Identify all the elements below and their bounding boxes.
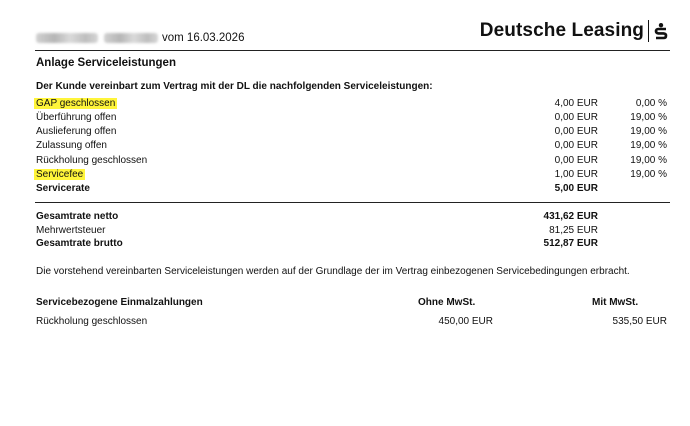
service-label: Zulassung offen [36,140,107,151]
service-row [0,168,690,182]
total-label: Gesamtrate netto [36,211,119,222]
total-label: Gesamtrate brutto [36,238,123,249]
service-amount: 0,00 EUR [554,140,598,151]
service-row [0,154,690,168]
service-row [0,111,690,125]
total-row [0,210,690,224]
service-amount: 0,00 EUR [554,112,598,123]
totals-rule [35,202,670,203]
servicerate-label: Servicerate [36,183,90,194]
one-time-header-gross: Mit MwSt. [592,297,639,308]
service-vat: 19,00 % [630,112,667,123]
one-time-row-gross: 535,50 EUR [612,316,667,327]
service-vat: 19,00 % [630,126,667,137]
service-vat: 19,00 % [630,169,667,180]
header-rule [35,50,670,51]
one-time-row-label: Rückholung geschlossen [36,316,148,327]
intro-text: Der Kunde vereinbart zum Vertrag mit der DL die nachfolgenden Serviceleistungen: [36,81,433,92]
redacted-customer-name [104,33,158,43]
service-vat: 0,00 % [635,98,667,109]
total-label: Mehrwertsteuer [36,225,106,236]
service-amount: 0,00 EUR [554,126,598,137]
service-amount: 0,00 EUR [554,155,598,166]
service-terms-note: Die vorstehend vereinbarten Serviceleistungen werden auf der Grundlage der im Vertrag einbezogenen Servicebedingungen erbracht. [36,266,630,277]
total-row [0,237,690,251]
one-time-row-net: 450,00 EUR [438,316,493,327]
service-row [0,139,690,153]
service-amount: 1,00 EUR [554,169,598,180]
service-row [0,97,690,111]
service-label: Auslieferung offen [36,126,117,137]
servicerate-amount: 5,00 EUR [554,183,598,194]
service-vat: 19,00 % [630,140,667,151]
one-time-header-net: Ohne MwSt. [418,297,476,308]
total-amount: 431,62 EUR [543,211,598,222]
service-row [0,125,690,139]
service-label: Servicefee [36,169,84,180]
total-row [0,224,690,238]
savings-bank-s-icon [654,23,668,40]
redacted-customer-name [36,33,98,43]
service-label: Rückholung geschlossen [36,155,148,166]
servicerate-row [0,182,690,196]
service-label: GAP geschlossen [36,98,116,109]
service-amount: 4,00 EUR [554,98,598,109]
document-date: vom 16.03.2026 [162,32,245,44]
total-amount: 512,87 EUR [543,238,598,249]
service-vat: 19,00 % [630,155,667,166]
brand-name: Deutsche Leasing [479,20,644,41]
section-title: Anlage Serviceleistungen [36,57,176,69]
service-label: Überführung offen [36,112,117,123]
brand-divider [648,20,649,42]
one-time-header-label: Servicebezogene Einmalzahlungen [36,297,203,308]
total-amount: 81,25 EUR [549,225,598,236]
